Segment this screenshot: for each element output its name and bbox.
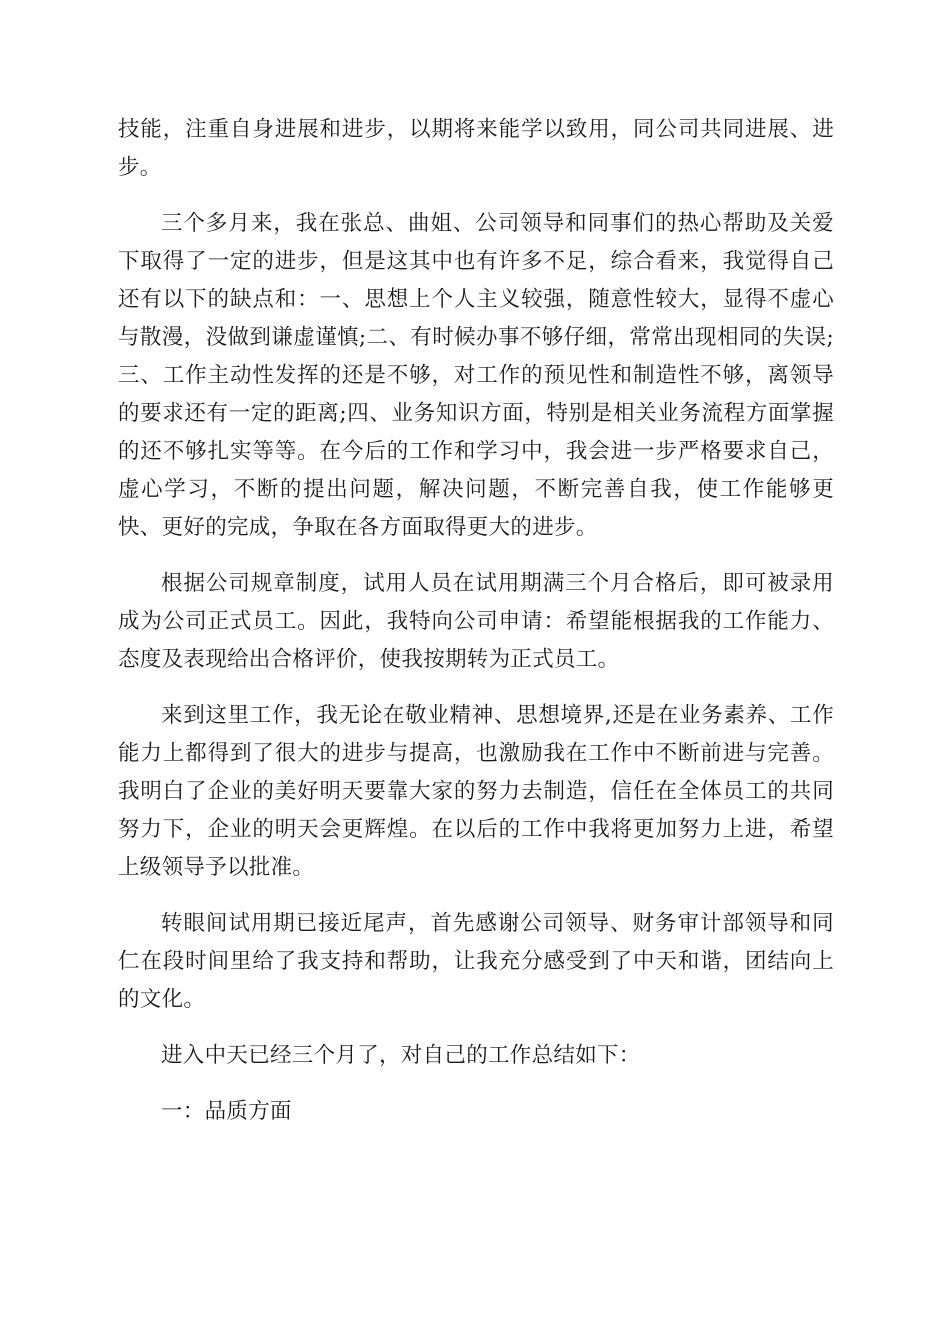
paragraph-summary-intro: 进入中天已经三个月了，对自己的工作总结如下： bbox=[161, 1043, 641, 1068]
document-page bbox=[118, 111, 834, 1149]
paragraph-thanks: 转眼间试用期已接近尾声，首先感谢公司领导、财务审计部领导和同仁在段时间里给了我支持和帮助，让我充分感受到了中天和谐，团结向上的文化。 bbox=[118, 911, 834, 1012]
paragraph-continuation: 技能，注重自身进展和进步，以期将来能学以致用，同公司共同进展、进步。 bbox=[118, 117, 834, 180]
paragraph-application: 根据公司规章制度，试用人员在试用期满三个月合格后，即可被录用成为公司正式员工。因此，我特向公司申请：希望能根据我的工作能力、态度及表现给出合格评价，使我按期转为正式员工。 bbox=[118, 571, 834, 672]
paragraph-progress: 来到这里工作，我无论在敬业精神、思想境界,还是在业务素养、工作能力上都得到了很大的进步与提高，也激励我在工作中不断前进与完善。我明白了企业的美好明天要靠大家的努力去制造，信任在全体员工的共同努力下，企业的明天会更辉煌。在以后的工作中我将更加努力上进，希望上级领导予以批准。 bbox=[118, 703, 834, 880]
paragraph-shortcomings: 三个多月来，我在张总、曲姐、公司领导和同事们的热心帮助及关爱下取得了一定的进步，但是这其中也有许多不足，综合看来，我觉得自己还有以下的缺点和：一、思想上个人主义较强，随意性较大，显得不虚心与散漫，没做到谦虚谨慎;二、有时候办事不够仔细，常常出现相同的失误;三、工作主动性发挥的还是不够，对工作的预见性和制造性不够，离领导的要求还有一定的距离;四、业务知识方面，特别是相关业务流程方面掌握的还不够扎实等等。在今后的工作和学习中，我会进一步严格要求自己，虚心学习，不断的提出问题，解决问题，不断完善自我，使工作能够更快、更好的完成，争取在各方面取得更大的进步。 bbox=[118, 211, 834, 540]
section-heading-quality: 一：品质方面 bbox=[161, 1099, 292, 1124]
